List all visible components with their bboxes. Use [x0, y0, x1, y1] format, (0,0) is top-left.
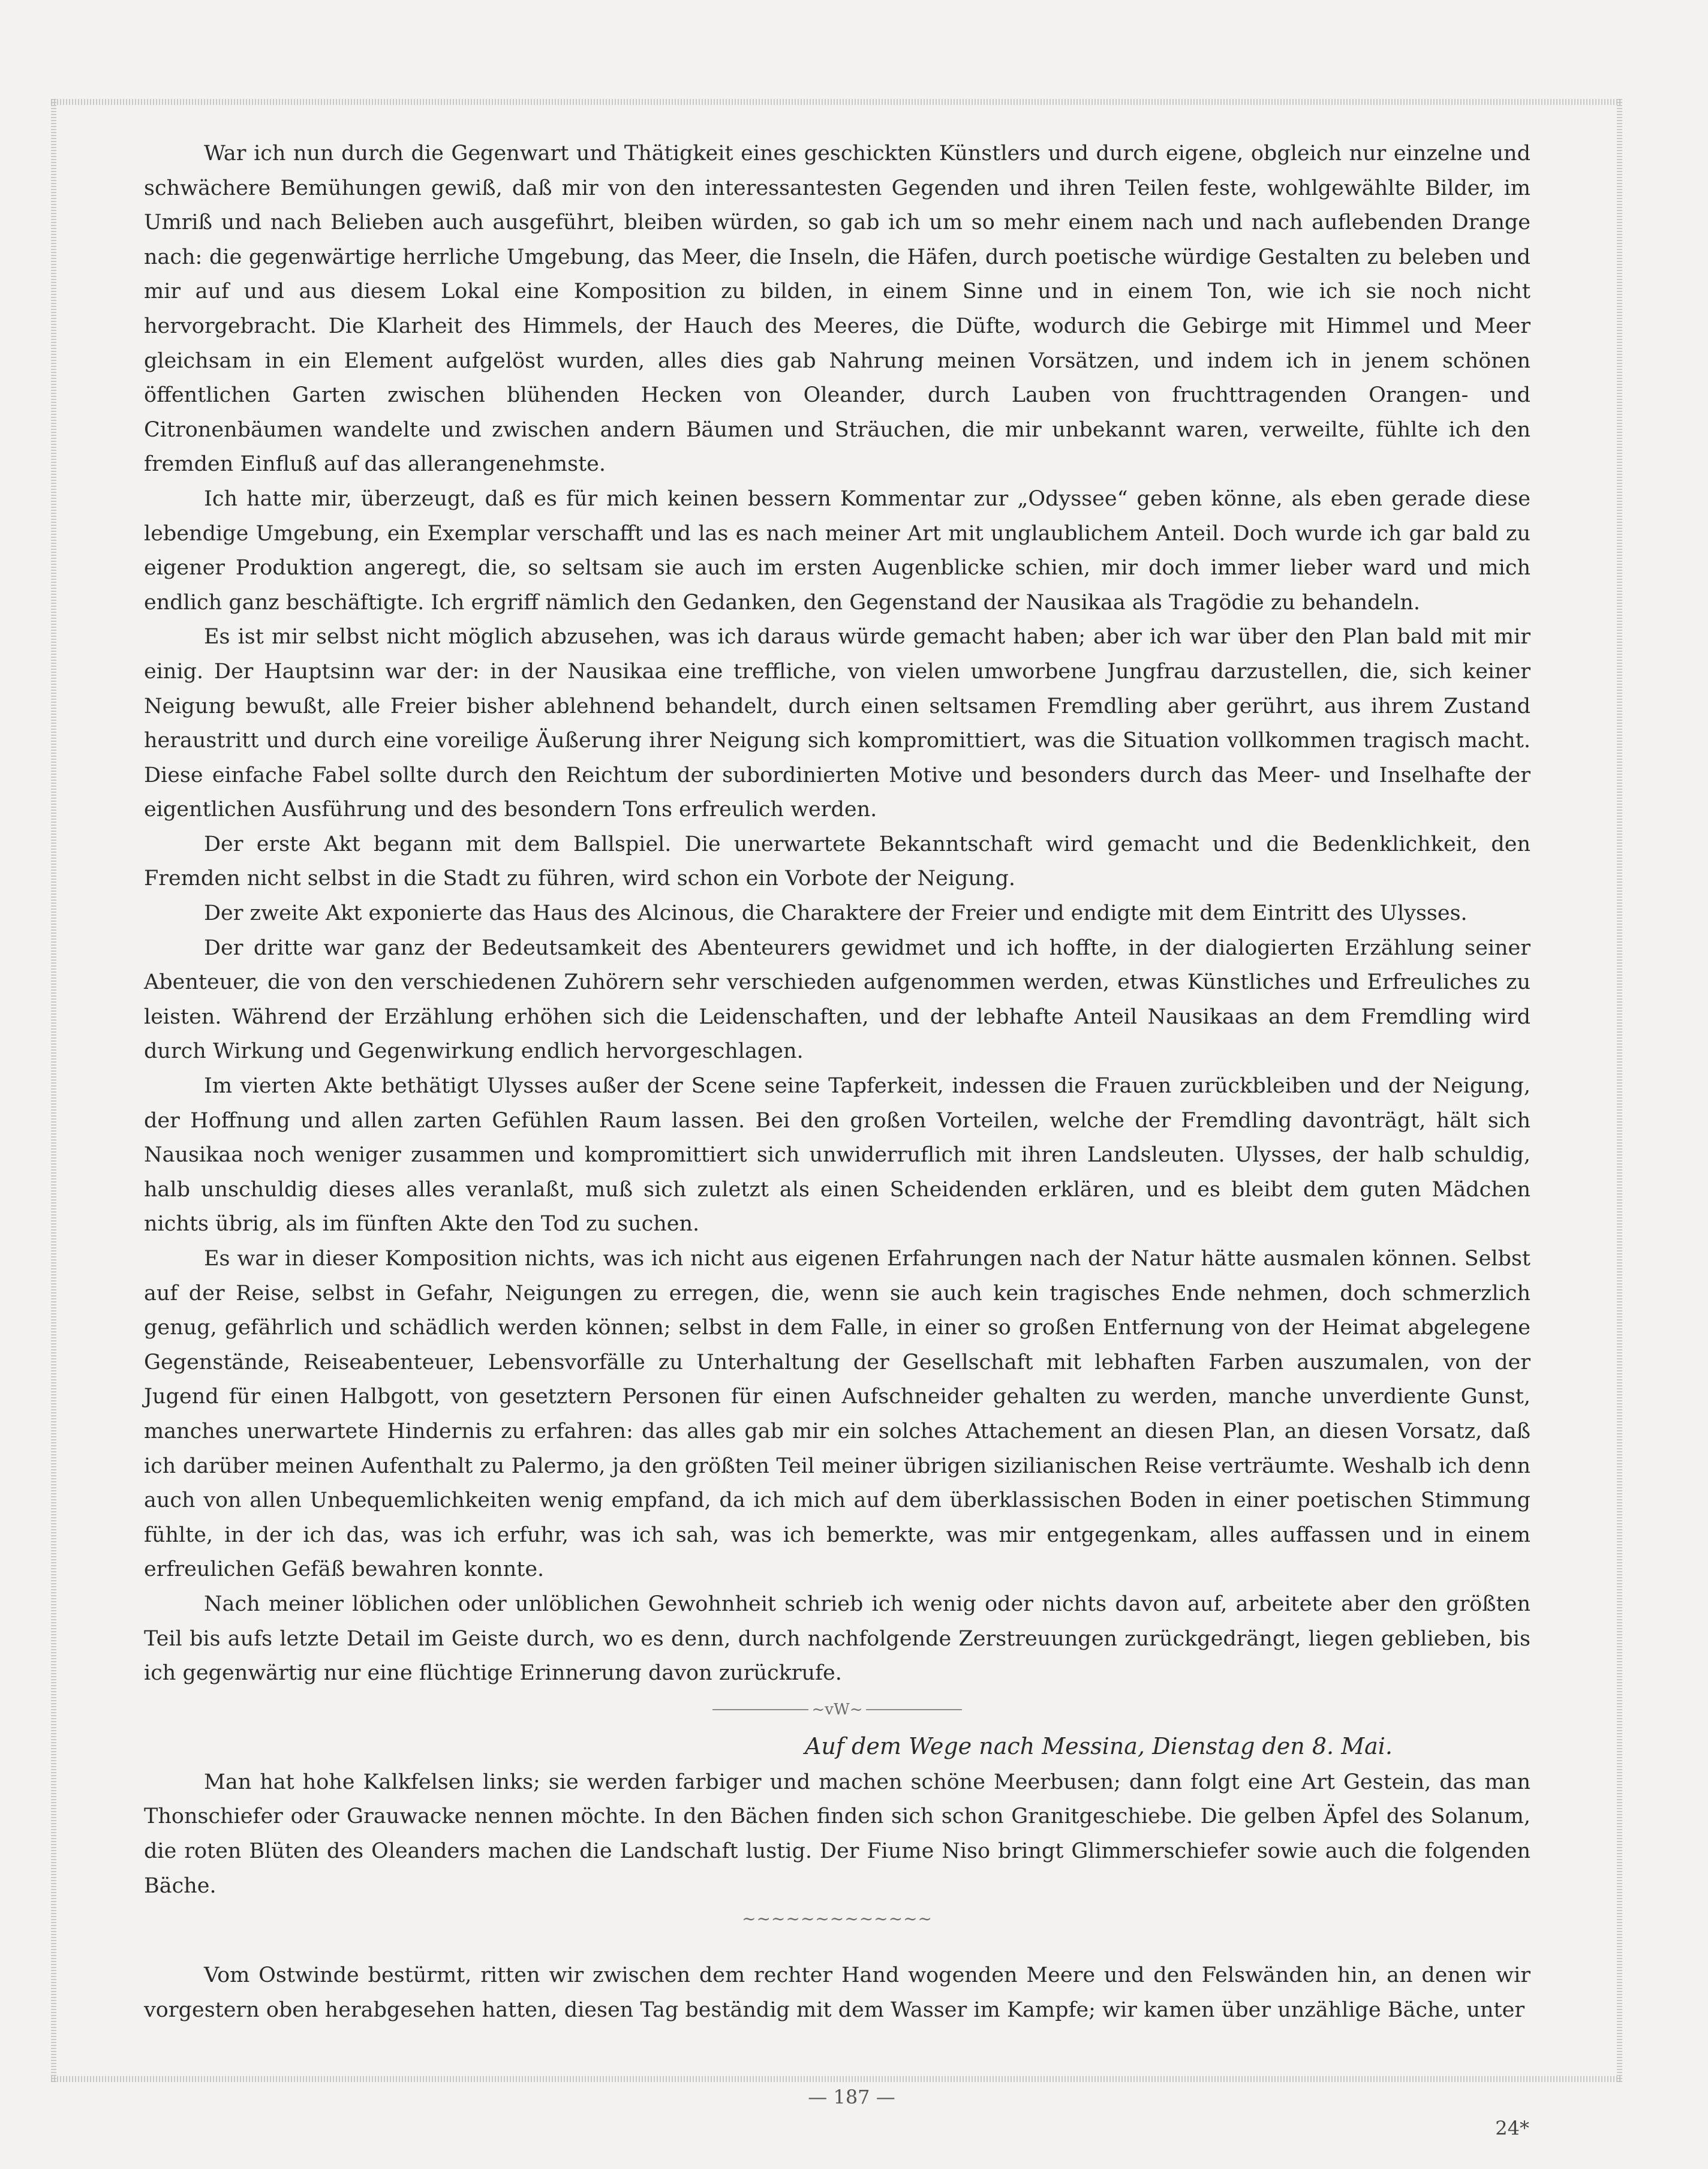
paragraph: Ich hatte mir, überzeugt, daß es für mich keinen bessern Kommentar zur „Odyssee“ geben könne, als eben gerade diese lebendige Umgebung, ein Exemplar verschafft und las es nach meiner Art mit unglaublichem Anteil. Doch wurde ich gar bald zu eigener Produktion angeregt, die, so seltsam sie auch im ersten Augenblicke schien, mir doch immer lieber ward und mich endlich ganz beschäftigte. Ich ergriff nämlich den Gedanken, den Gegenstand der Nausikaa als Tragödie zu behandeln. — [144, 486, 1530, 615]
divider-line-right — [866, 1709, 962, 1710]
decorative-frame-bottom — [51, 2076, 1622, 2082]
divider-line-left — [712, 1709, 808, 1710]
paragraph: Man hat hohe Kalkfelsen links; sie werden farbiger und machen schöne Meerbusen; dann folgt eine Art Gestein, das man Thonschiefer oder Grauwacke nennen möchte. In den Bächen finden sich schon Granitgeschiebe. Die gelben Äpfel des Solanum, die roten Blüten des Oleanders machen die Landschaft lustig. Der Fiume Niso bringt Glimmerschiefer sowie auch die folgenden Bäche. — [144, 1770, 1530, 1898]
decorative-frame-right — [1617, 99, 1622, 2082]
paragraph: Es ist mir selbst nicht möglich abzusehen, was ich daraus würde gemacht haben; aber ich war über den Plan bald mit mir einig. Der Hauptsinn war der: in der Nausikaa eine treffliche, von vielen umworbene Jungfrau darzustellen, die, sich keiner Neigung bewußt, alle Freier bisher ablehnend behandelt, durch einen seltsamen Fremdling aber gerührt, aus ihrem Zustand heraustritt und durch eine voreilige Äußerung ihrer Neigung sich kompromittiert, was die Situation vollkommen tragisch macht. Diese einfache Fabel sollte durch den Reichtum der subordinierten Motive und besonders durch das Meer- und Inselhafte der eigentlichen Ausführung und des besondern Tons erfreulich werden. — [144, 625, 1530, 822]
decorative-frame-left — [51, 99, 56, 2082]
paragraph: Vom Ostwinde bestürmt, ritten wir zwischen dem rechter Hand wogenden Meere und den Felswänden hin, an denen wir vorgestern oben herabgesehen hatten, diesen Tag beständig mit dem Wasser im Kampfe; wir kamen über unzählige Bäche, unter — [144, 1963, 1530, 2022]
decorative-frame-top — [51, 99, 1622, 105]
paragraph: Nach meiner löblichen oder unlöblichen Gewohnheit schrieb ich wenig oder nichts davon auf, arbeitete aber den größten Teil bis aufs letzte Detail im Geiste durch, wo es denn, durch nachfolgende Zerstreuungen zurückgedrängt, liegen geblieben, bis ich gegenwärtig nur eine flüchtige Erinnerung davon zurückrufe. — [144, 1592, 1530, 1686]
spacer — [144, 1935, 1530, 1959]
signature-mark: 24* — [1495, 2117, 1529, 2140]
paragraph: Der dritte war ganz der Bedeutsamkeit des Abenteurers gewidmet und ich hoffte, in der dialogierten Erzählung seiner Abenteuer, die von den verschiedenen Zuhörern sehr verschieden aufgenommen werden, etwas Künstliches und Erfreuliches zu leisten. Während der Erzählung erhöhen sich die Leidenschaften, und der lebhafte Anteil Nausikaas an dem Fremdling wird durch Wirkung und Gegenwirkung endlich hervorgeschlagen. — [144, 935, 1530, 1064]
paragraph: Es war in dieser Komposition nichts, was ich nicht aus eigenen Erfahrungen nach der Natur hätte ausmalen können. Selbst auf der Reise, selbst in Gefahr, Neigungen zu erregen, die, wenn sie auch kein tragisches Ende nehmen, doch schmerzlich genug, gefährlich und schädlich werden können; selbst in dem Falle, in einer so großen Entfernung von der Heimat abgelegene Gegenstände, Reiseabenteuer, Lebensvorfälle zu Unterhaltung der Gesellschaft mit lebhaften Farben auszumalen, von der Jugend für einen Halbgott, von gesetztern Personen für einen Aufschneider gehalten zu werden, manche unverdiente Gunst, manches unerwartete Hindernis zu erfahren: das alles gab mir ein solches Attachement an diesen Plan, an diesen Vorsatz, daß ich darüber meinen Aufenthalt zu Palermo, ja den größten Teil meiner übrigen sizilianischen Reise verträumte. Weshalb ich denn auch von allen Unbequemlichkeiten wenig empfand, da ich mich auf dem überklassischen Boden in einer poetischen Stimmung fühlte, in der ich das, was ich erfuhr, was ich sah, was ich bemerkte, was mir entgegenkam, alles auffassen und in einem erfreulichen Gefäß bewahren konnte. — [144, 1247, 1530, 1582]
paragraph: Der zweite Akt exponierte das Haus des Alcinous, die Charaktere der Freier und endigte mit dem Eintritt des Ulysses. — [204, 901, 1468, 926]
paragraph: Im vierten Akte bethätigt Ulysses außer der Scene seine Tapferkeit, indessen die Frauen zurückbleiben und der Neigung, der Hoffnung und allen zarten Gefühlen Raum lassen. Bei den großen Vorteilen, welche der Fremdling davonträgt, hält sich Nausikaa noch weniger zusammen und kompromittiert sich unwiderruflich mit ihren Landsleuten. Ulysses, der halb schuldig, halb unschuldig dieses alles veranlaßt, muß sich zuletzt als einen Scheidenden erklären, und es bleibt dem guten Mädchen nichts übrig, als im fünften Akte den Tod zu suchen. — [144, 1074, 1530, 1237]
paragraph: Der erste Akt begann mit dem Ballspiel. Die unerwartete Bekanntschaft wird gemacht und die Bedenklichkeit, den Fremden nicht selbst in die Stadt zu führen, wird schon ein Vorbote der Neigung. — [144, 832, 1530, 891]
section-divider — [144, 1691, 1530, 1727]
main-text — [144, 137, 1530, 2027]
wave-divider: ~~~~~~~~~~~~~ — [742, 1909, 933, 1929]
page-number: — 187 — — [808, 2086, 895, 2108]
section-heading: Auf dem Wege nach Messina, Dienstag den 8. Mai. — [804, 1732, 1393, 1759]
divider-ornament: ~vW~ — [811, 1701, 863, 1719]
paragraph: War ich nun durch die Gegenwart und Thätigkeit eines geschickten Künstlers und durch eigene, obgleich nur einzelne und schwächere Bemühungen gewiß, daß mir von den interessantesten Gegenden und ihren Teilen feste, wohlgewählte Bilder, im Umriß und nach Belieben auch ausgeführt, bleiben würden, so gab ich um so mehr einem nach und nach auflebenden Drange nach: die gegenwärtige herrliche Umgebung, das Meer, die Inseln, die Häfen, durch poetische würdige Gestalten zu beleben und mir auf und aus diesem Lokal eine Komposition zu bilden, in einem Sinne und in einem Ton, wie ich sie noch nicht hervorgebracht. Die Klarheit des Himmels, der Hauch des Meeres, die Düfte, wodurch die Gebirge mit Himmel und Meer gleichsam in ein Element aufgelöst wurden, alles dies gab Nahrung meinen Vorsätzen, und indem ich in jenem schönen öffentlichen Garten zwischen blühenden Hecken von Oleander, durch Lauben von fruchttragenden Orangen- und Citronenbäumen wandelte und zwischen andern Bäumen und Sträuchen, die mir unbekannt waren, verweilte, fühlte ich den fremden Einfluß auf das allerangenehmste. — [144, 142, 1530, 477]
